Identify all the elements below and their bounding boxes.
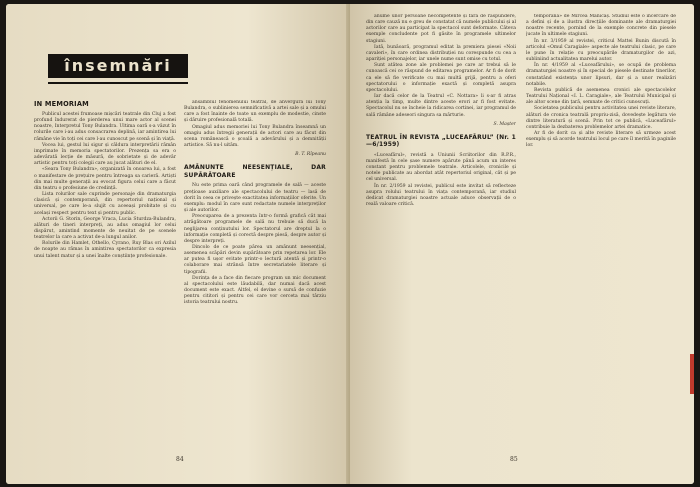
paragraph: Rolurile din Hamlet, Othello, Cyrano, Ruy Blas ori Azilul de noapte au rămas în amintirea spectatorilor ca expresia unui talent matur și a unei înalte conștiințe profesionale. bbox=[34, 241, 176, 259]
left-page bbox=[6, 4, 350, 484]
heading-teatrul-in-revista: TEATRUL ÎN REVISTA „LUCEAFĂRUL” (Nr. 1—6/1959) bbox=[366, 133, 516, 149]
paragraph: Nu este prima oară când programele de sală — aceste prețioase auxiliare ale spectacolului de teatru — lasă de dorit în ceea ce privește exactitatea informațiilor oferite. Un exemplu: modul în care sunt redactate numele interpreților și ale autorilor. bbox=[184, 183, 326, 214]
paragraph: Actorii G. Storin, George Vraca, Lucia Sturdza-Bulandra, alături de tineri interpreți, au adus omagiul lor celui dispărut, amintind momente de neuitat de pe scenele teatrelor la care a activat de-a lungul anilor. bbox=[34, 216, 176, 241]
paragraph: În nr. 3/1959 al revistei, criticul Mattei Bunin discută în articolul «Omul Caragiale» aspecte ale teatrului clasic, pe care le pune în relație cu preocupările dramaturgilor de azi, subliniind actualitatea marelui autor. bbox=[526, 38, 676, 63]
heading-in-memoriam: IN MEMORIAM bbox=[34, 100, 89, 108]
paragraph: Vocea lui, gestul lui sigur și căldura interpretării rămân imprimate în memoria spectatorilor. Prezența sa era o adevărată lecție de măsură, de sobrietate și de adevăr artistic pentru toți colegii care au jucat alături de el. bbox=[34, 142, 176, 167]
paragraph: Publicul acestei frumoase mișcări teatrale din Cluj a fost profund îndurerat de pierderea unui mare actor al scenei noastre, Interpretul Tony Bulandra. Ultima oară s-a văzut în rolurile care i-au adus consacrarea deplină, iar amintirea lui rămâne vie în toți cei care l-au cunoscut pe scenă și în viață. bbox=[34, 112, 176, 142]
paragraph: temporană» de Mircea Manicaș. Studiul este o încercare de a defini și de a ilustra direcțiile dominante ale dramaturgiei noastre recente, pornind de la exemple concrete din piesele jucate în ultimele stagiuni. bbox=[526, 14, 676, 38]
paragraph: În nr. 2/1959 al revistei, publicul este invitat să reflecteze asupra rolului teatrului în viața contemporană, iar studiul dedicat dramaturgiei noastre actuale aduce observații de o reală valoare critică. bbox=[366, 183, 516, 208]
page-marker-tab bbox=[690, 354, 694, 394]
heading-amanunte: AMĂNUNTE NEESENȚIALE, DAR SUPĂRĂTOARE bbox=[184, 164, 326, 179]
paragraph: Iată, bunăoară, programul editat la premiera piesei «Noii cavaleri», în care ordinea distribuției nu corespunde cu cea a apariției personajelor, iar unele nume sunt omise cu totul. bbox=[366, 44, 516, 63]
paragraph: «Luceafărul», revistă a Uniunii Scriitorilor din R.P.R., manifestă în cele șase numere apărute până acum un interes constant pentru problemele teatrale. Articolele, cronicile și notele publicate au abordat atât repertoriul original, cât și pe cel universal. bbox=[366, 152, 516, 183]
book-spread bbox=[6, 4, 694, 484]
paragraph: Omagiul adus memoriei lui Tony Bulandra înseamnă un omagiu adus întregii generații de actori care au făcut din scena românească o școală a adevărului și a demnității artistice. Să nu-l uităm. bbox=[184, 124, 326, 149]
right-column-1 bbox=[366, 14, 516, 452]
left-column-1 bbox=[34, 100, 176, 442]
page-number-left: 84 bbox=[176, 456, 184, 463]
paragraph: ansamblul fenomenului teatral, de anvergura lui Tony Bulandra, o sublinierea semnificativă a artei sale și a omului care a fost înainte de toate un exemplu de modestie, cinste și dăruire profesională totală. bbox=[184, 100, 326, 124]
right-column-2 bbox=[526, 14, 676, 452]
page-number-right: 85 bbox=[510, 456, 518, 463]
paragraph: Ar fi de dorit ca și alte reviste literare să urmeze acest exemplu și să acorde teatrului locul pe care îl merită în paginile lor. bbox=[526, 130, 676, 149]
left-column-2 bbox=[184, 100, 326, 442]
paragraph: Societatea publicului pentru activitatea unei reviste literare, alături de cronica teatrală propriu-zisă, dovedește legătura vie dintre literatură și scenă. Prin tot ce publică, «Luceafărul» contribuie la dezbaterea problemelor artei dramatice. bbox=[526, 106, 676, 130]
paragraph: Dorința de a face din fiecare program un mic document al spectacolului este lăudabilă, dar numai dacă acest document este exact. Altfel, el devine o sursă de confuzie pentru cititori și pentru cei care vor cerceta mai târziu istoria teatrului nostru. bbox=[184, 275, 326, 306]
paragraph: Dincolo de ce poate părea un amănunt neesențial, asemenea scăpări devin supărătoare prin repetarea lor. Ele ar putea fi ușor evitate printr-o lectură atentă și printr-o colaborare mai strânsă între secretariatele literare și tipografii. bbox=[184, 244, 326, 275]
paragraph: Preocuparea de a prezenta într-o formă grafică cât mai atrăgătoare programele de sală nu trebuie să ducă la neglijarea conținutului lor. Spectatorul are dreptul la o informație completă și corectă despre piesă, despre autor și despre interpreți. bbox=[184, 214, 326, 244]
masthead: însemnări bbox=[48, 54, 188, 78]
masthead-rule bbox=[48, 82, 188, 84]
paragraph: «Seara Tony Bulandra», organizată în onoarea lui, a fost o manifestare de prețuire pentru întreaga sa carieră. Artiști din mai multe generații au evocat figura celui care a făcut din teatru o profesiune de credință. bbox=[34, 167, 176, 191]
paragraph: Lista rolurilor sale cuprinde personaje din dramaturgia clasică și contemporană, din repertoriul național și universal, pe care le-a slujit cu aceeași probitate și cu același respect pentru text și pentru public. bbox=[34, 192, 176, 216]
paragraph: Revista publică de asemenea cronici ale spectacolelor Teatrului Național «I. L. Caragiale», ale Teatrului Municipal și ale altor scene din țară, semnate de critici cunoscuți. bbox=[526, 87, 676, 106]
paragraph: Iar dacă celor de la Teatrul «C. Nottara» li s-ar fi atras atenția la timp, multe dintre aceste erori ar fi fost evitate. Spectacolul nu se încheie la ridicarea cortinei, iar programul de sală rămâne adeseori singura sa mărturie. bbox=[366, 94, 516, 118]
signature: B. T. Rîpeanu bbox=[295, 152, 326, 158]
signature: S. Mașter bbox=[493, 121, 516, 127]
paragraph: În nr. 4/1959 al «Luceafărului», se ocupă de problema dramaturgiei noastre și în special de piesele destinate tinerilor, constatând existența unor lipsuri, dar și a unor realizări notabile. bbox=[526, 63, 676, 87]
paragraph: Sunt atâtea zone ale problemei pe care ar trebui să le cunoască cei ce răspund de editarea programelor. Ar fi de dorit ca ele să fie verificate cu mai multă grijă, pentru a oferi spectatorului o informație exactă și completă asupra spectacolului. bbox=[366, 63, 516, 93]
paragraph: anume unor persoane necompetente și fără de răspundere, din care cauză nu e greu de constatat că numele publicului și al actorilor care au participat la spectacol sunt deformate. Câteva exemple concludente pot fi găsite în programele ultimelor stagiuni. bbox=[366, 14, 516, 44]
right-page bbox=[350, 4, 694, 484]
